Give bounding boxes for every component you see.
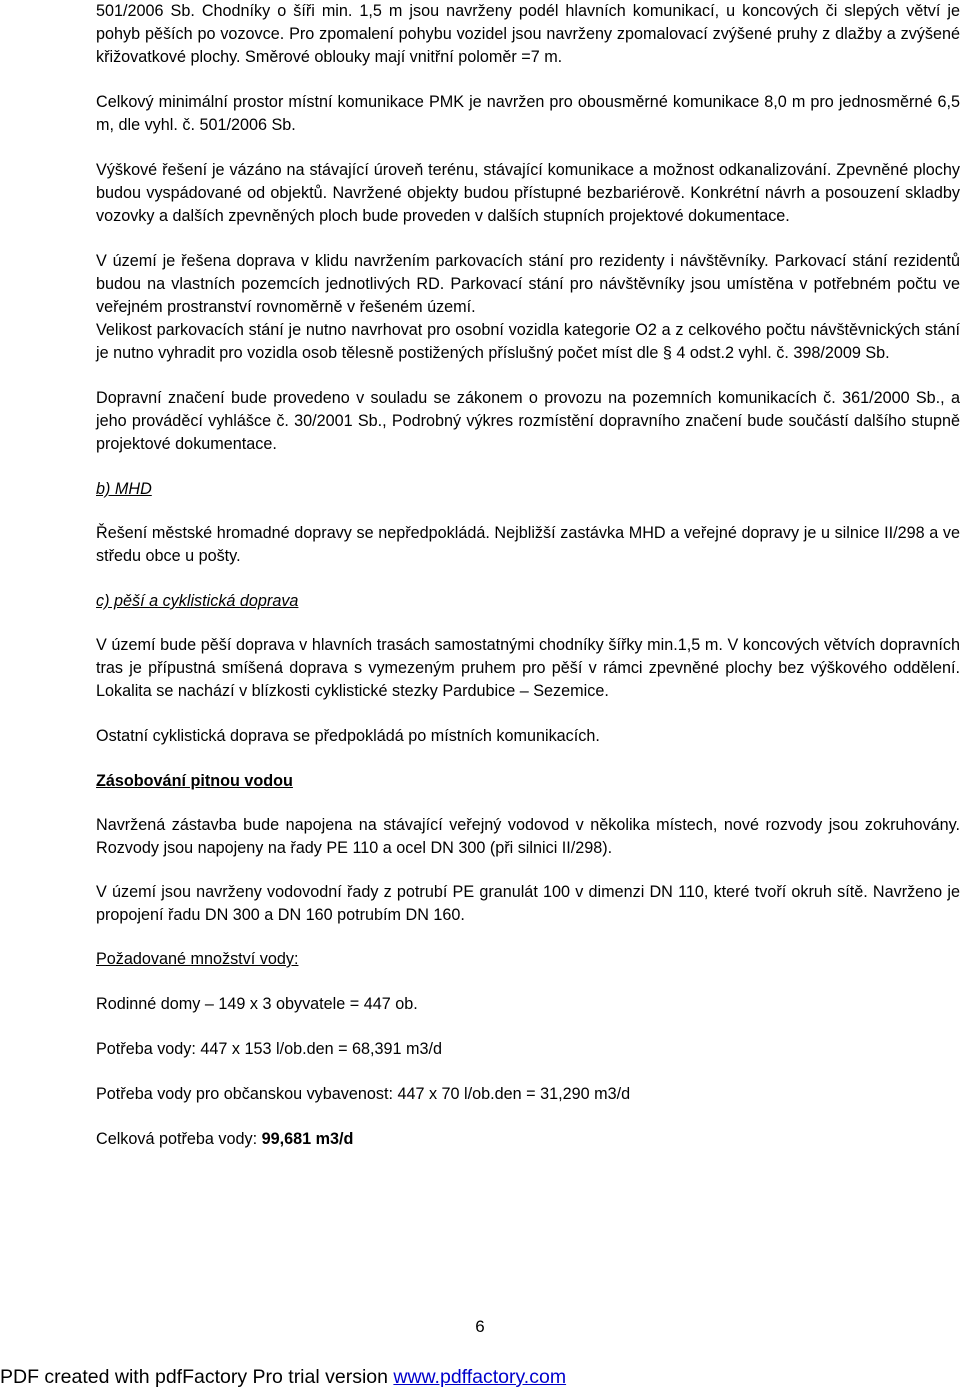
calc-houses: Rodinné domy – 149 x 3 obyvatele = 447 ob.: [96, 995, 418, 1013]
pdf-footer: [0, 1364, 960, 1390]
document-page: [96, 0, 960, 1151]
heading-walk-cycle: c) pěší a cyklistická doprava: [96, 592, 299, 610]
calc-total-label: Celková potřeba vody:: [96, 1130, 262, 1148]
paragraph-mhd: Řešení městské hromadné dopravy se nepředpokládá. Nejbližší zastávka MHD a veřejné dopravy je u silnice II/298 a ve středu obce u pošty.: [96, 524, 960, 565]
paragraph-sidewalks: 501/2006 Sb. Chodníky o šíři min. 1,5 m jsou navrženy podél hlavních komunikací, u koncových či slepých větví je pohyb pěších po vozovce. Pro zpomalení pohybu vozidel jsou navrženy zpomalovací zvýšené pruhy z dlažby a zvýšené křižovatkové plochy. Směrové oblouky mají vnitřní poloměr =7 m.: [96, 2, 960, 66]
paragraph-walk: V území bude pěší doprava v hlavních trasách samostatnými chodníky šířky min.1,5 m. V koncových větvích dopravních tras je přípustná smíšená doprava s vymezeným pruhem pro pěší v rámci zpevněné plochy bez výškového oddělení. Lokalita se nachází v blízkosti cyklistické stezky Pardubice – Sezemice.: [96, 636, 960, 700]
paragraph-traffic-signs: Dopravní značení bude provedeno v souladu se zákonem o provozu na pozemních komunikacích č. 361/2000 Sb., a jeho prováděcí vyhlášce č. 30/2001 Sb., Podrobný výkres rozmístění dopravního značení bude součástí dalšího stupně projektové dokumentace.: [96, 389, 960, 453]
footer-text: PDF created with pdfFactory Pro trial version: [0, 1366, 394, 1388]
paragraph-pmk: Celkový minimální prostor místní komunikace PMK je navržen pro obousměrné komunikace 8,0 m pro jednosměrné 6,5 m, dle vyhl. č. 501/2006 Sb.: [96, 93, 960, 134]
paragraph-parking-2: Velikost parkovacích stání je nutno navrhovat pro osobní vozidla kategorie O2 a z celkového počtu návštěvnických stání je nutno vyhradit pro vozidla osob tělesně postižených příslušný počet míst dle § 4 odst.2 vyhl. č. 398/2009 Sb.: [96, 321, 960, 362]
paragraph-water-1: Navržená zástavba bude napojena na stávající veřejný vodovod v několika místech, nové rozvody jsou zokruhovány. Rozvody jsou napojeny na řady PE 110 a ocel DN 300 (při silnici II/298).: [96, 816, 960, 857]
paragraph-water-2: V území jsou navrženy vodovodní řady z potrubí PE granulát 100 v dimenzi DN 110, které tvoří okruh sítě. Navrženo je propojení řadu DN 300 a DN 160 potrubím DN 160.: [96, 883, 960, 924]
calc-total-value: 99,681 m3/d: [261, 1130, 354, 1148]
heading-water-supply: Zásobování pitnou vodou: [96, 772, 293, 790]
calc-total: [96, 1128, 960, 1151]
footer-link[interactable]: www.pdffactory.com: [393, 1366, 567, 1388]
paragraph-cycle: Ostatní cyklistická doprava se předpokládá po místních komunikacích.: [96, 727, 600, 745]
paragraph-height-solution: Výškové řešení je vázáno na stávající úroveň terénu, stávající komunikace a možnost odkanalizování. Zpevněné plochy budou vyspádované od objektů. Navržené objekty budou přístupné bezbariérově. Konkrétní návrh a posouzení skladby vozovky a dalších zpevněných ploch bude proveden v dalších stupních projektové dokumentace.: [96, 161, 960, 225]
heading-water-demand: Požadované množství vody:: [96, 950, 299, 968]
calc-water-need: Potřeba vody: 447 x 153 l/ob.den = 68,391 m3/d: [96, 1040, 443, 1058]
paragraph-parking-1: V území je řešena doprava v klidu navržením parkovacích stání pro rezidenty i návštěvníky. Parkovací stání rezidentů budou na vlastních pozemcích jednotlivých RD. Parkovací stání pro návštěvníky jsou umístěna v potřebném počtu ve veřejném prostranství rovnoměrně v řešeném území.: [96, 252, 960, 316]
heading-mhd: b) MHD: [96, 480, 152, 498]
calc-civic: Potřeba vody pro občanskou vybavenost: 447 x 70 l/ob.den = 31,290 m3/d: [96, 1085, 631, 1103]
page-number: 6: [475, 1317, 485, 1336]
